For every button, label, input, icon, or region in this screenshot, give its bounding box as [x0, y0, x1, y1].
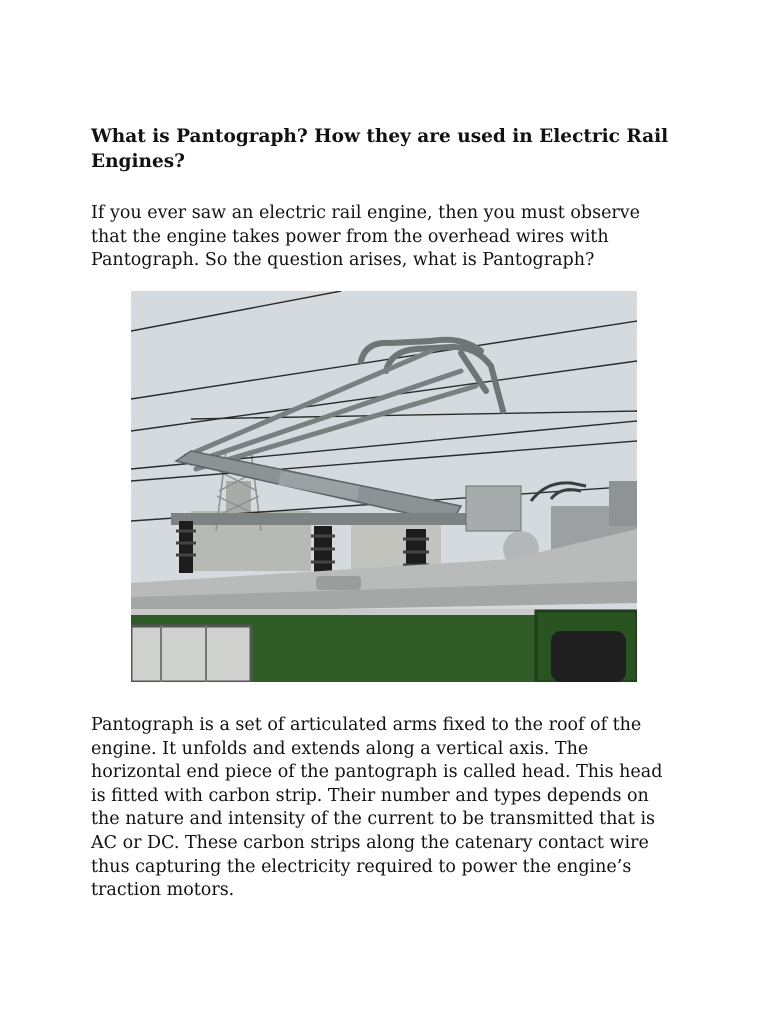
article-title: What is Pantograph? How they are used in Electric Rail Engines? — [91, 126, 669, 172]
intro-paragraph: If you ever saw an electric rail engine, then you must observe that the engine takes power from the overhead wires with Pantograph. So the question arises, what is Pantograph? — [91, 203, 641, 271]
body-paragraph: Pantograph is a set of articulated arms fixed to the roof of the engine. It unfolds and extends along a vertical axis. The horizontal end piece of the pantograph is called head. This head is fitted with carbon strip. Their number and types depends on the nature and intensity of the current to be transmitted that is AC or DC. These carbon strips along the catenary contact wire thus capturing the electricity required to power the engine’s traction motors. — [91, 715, 663, 901]
pantograph-illustration — [131, 291, 637, 682]
pantograph-photo — [131, 291, 637, 682]
